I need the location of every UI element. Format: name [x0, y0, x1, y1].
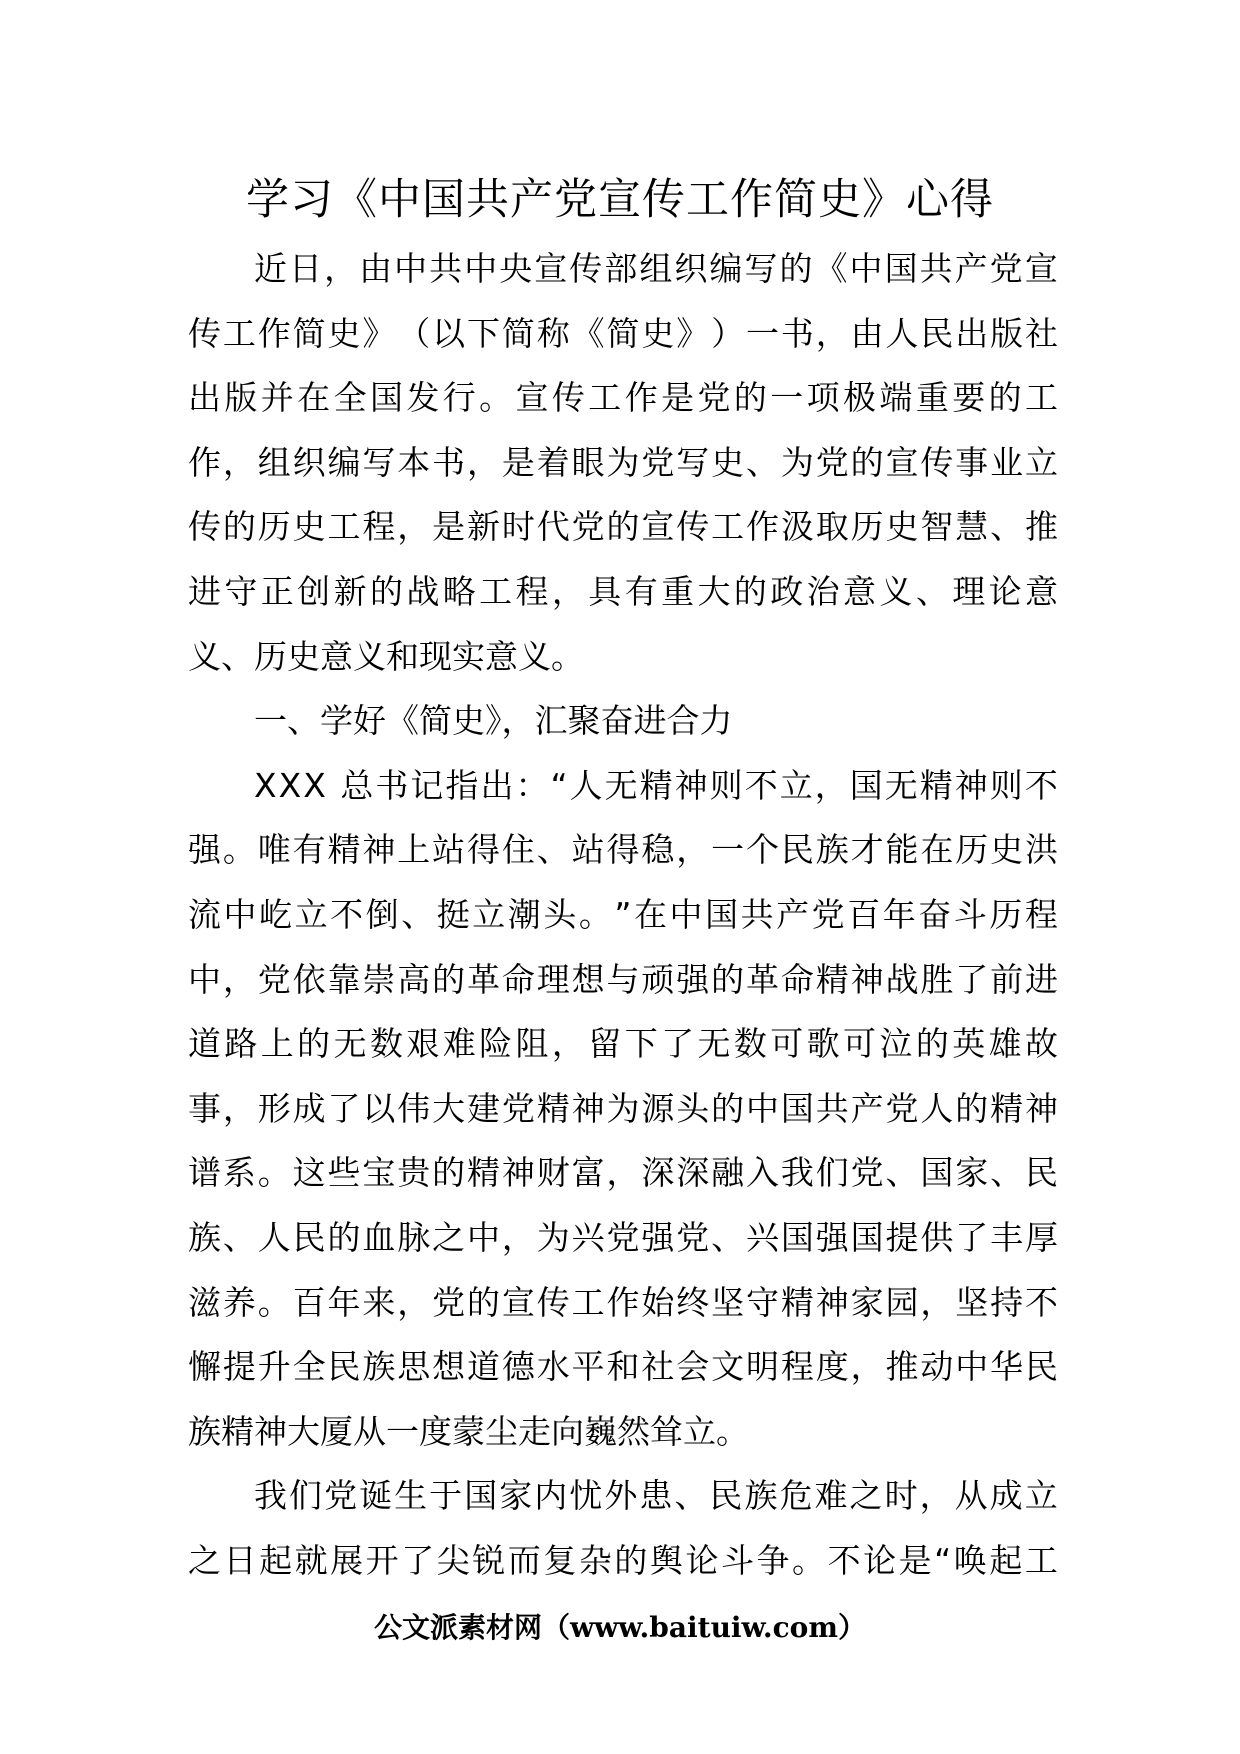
text-line: 进 守 正 创 新 的 战 略 工 程 ， 具 有 重 大 的 政 治 意 义 、 理 论 意 [188, 571, 1058, 611]
footer-watermark: 公文派素材网（www.baituiw.com） [374, 1611, 866, 1644]
text-line: 传 工 作 简 史 》 （ 以 下 简 称 《 简 史 》 ） 一 书 ， 由 人 民 出 版 社 [188, 313, 1058, 353]
text-line: 强 。 唯 有 精 神 上 站 得 住 、 站 得 稳 ， 一 个 民 族 才 能 在 历 史 洪 [188, 830, 1058, 870]
text-line: 我 们 党 诞 生 于 国 家 内 忧 外 患 、 民 族 危 难 之 时 ， 从 成 立 [254, 1476, 1058, 1516]
text-line: X X X 总 书 记 指 出 ： “ 人 无 精 神 则 不 立 ， 国 无 精 神 则 不 [254, 765, 1058, 805]
text-line: 作 ， 组 织 编 写 本 书 ， 是 着 眼 为 党 写 史 、 为 党 的 宣 传 事 业 立 [188, 442, 1058, 482]
text-line: 近 日 ， 由 中 共 中 央 宣 传 部 组 织 编 写 的 《 中 国 共 产 党 宣 [254, 249, 1058, 288]
text-line: 族 、 人 民 的 血 脉 之 中 ， 为 兴 党 强 党 、 兴 国 强 国 提 供 了 丰 厚 [188, 1217, 1058, 1257]
text-line: 中 ， 党 依 靠 崇 高 的 革 命 理 想 与 顽 强 的 革 命 精 神 战 胜 了 前 进 [188, 959, 1058, 999]
text-line: 传 的 历 史 工 程 ， 是 新 时 代 党 的 宣 传 工 作 汲 取 历 史 智 慧 、 推 [188, 507, 1058, 547]
text-line: 懈 提 升 全 民 族 思 想 道 德 水 平 和 社 会 文 明 程 度 ， 推 动 中 华 民 [188, 1347, 1058, 1387]
text-line: 道 路 上 的 无 数 艰 难 险 阻 ， 留 下 了 无 数 可 歌 可 泣 的 英 雄 故 [188, 1024, 1058, 1064]
text-line: 滋 养 。 百 年 来 ， 党 的 宣 传 工 作 始 终 坚 守 精 神 家 园 ， 坚 持 不 [188, 1282, 1058, 1322]
text-line: 之 日 起 就 展 开 了 尖 锐 而 复 杂 的 舆 论 斗 争 。 不 论 是 “ 唤 起 工 [188, 1540, 1058, 1580]
text-line: 义、历史意义和现实意义。 [188, 636, 584, 676]
text-line: 事 ， 形 成 了 以 伟 大 建 党 精 神 为 源 头 的 中 国 共 产 党 人 的 精 神 [188, 1088, 1058, 1128]
document-title: 学习《中国共产党宣传工作简史》心得 [246, 175, 994, 225]
text-line: 出 版 并 在 全 国 发 行 。 宣 传 工 作 是 党 的 一 项 极 端 重 要 的 工 [188, 378, 1058, 418]
text-line: 族精神大厦从一度蒙尘走向巍然耸立。 [188, 1411, 749, 1451]
text-line: 谱 系 。 这 些 宝 贵 的 精 神 财 富 ， 深 深 融 入 我 们 党 、 国 家 、 民 [188, 1153, 1058, 1193]
text-line: 一、学好《简史》，汇聚奋进合力 [254, 701, 733, 741]
document-body [188, 237, 1058, 1593]
text-line: 流 中 屹 立 不 倒 、 挺 立 潮 头 。 ” 在 中 国 共 产 党 百 年 奋 斗 历 程 [188, 894, 1058, 934]
